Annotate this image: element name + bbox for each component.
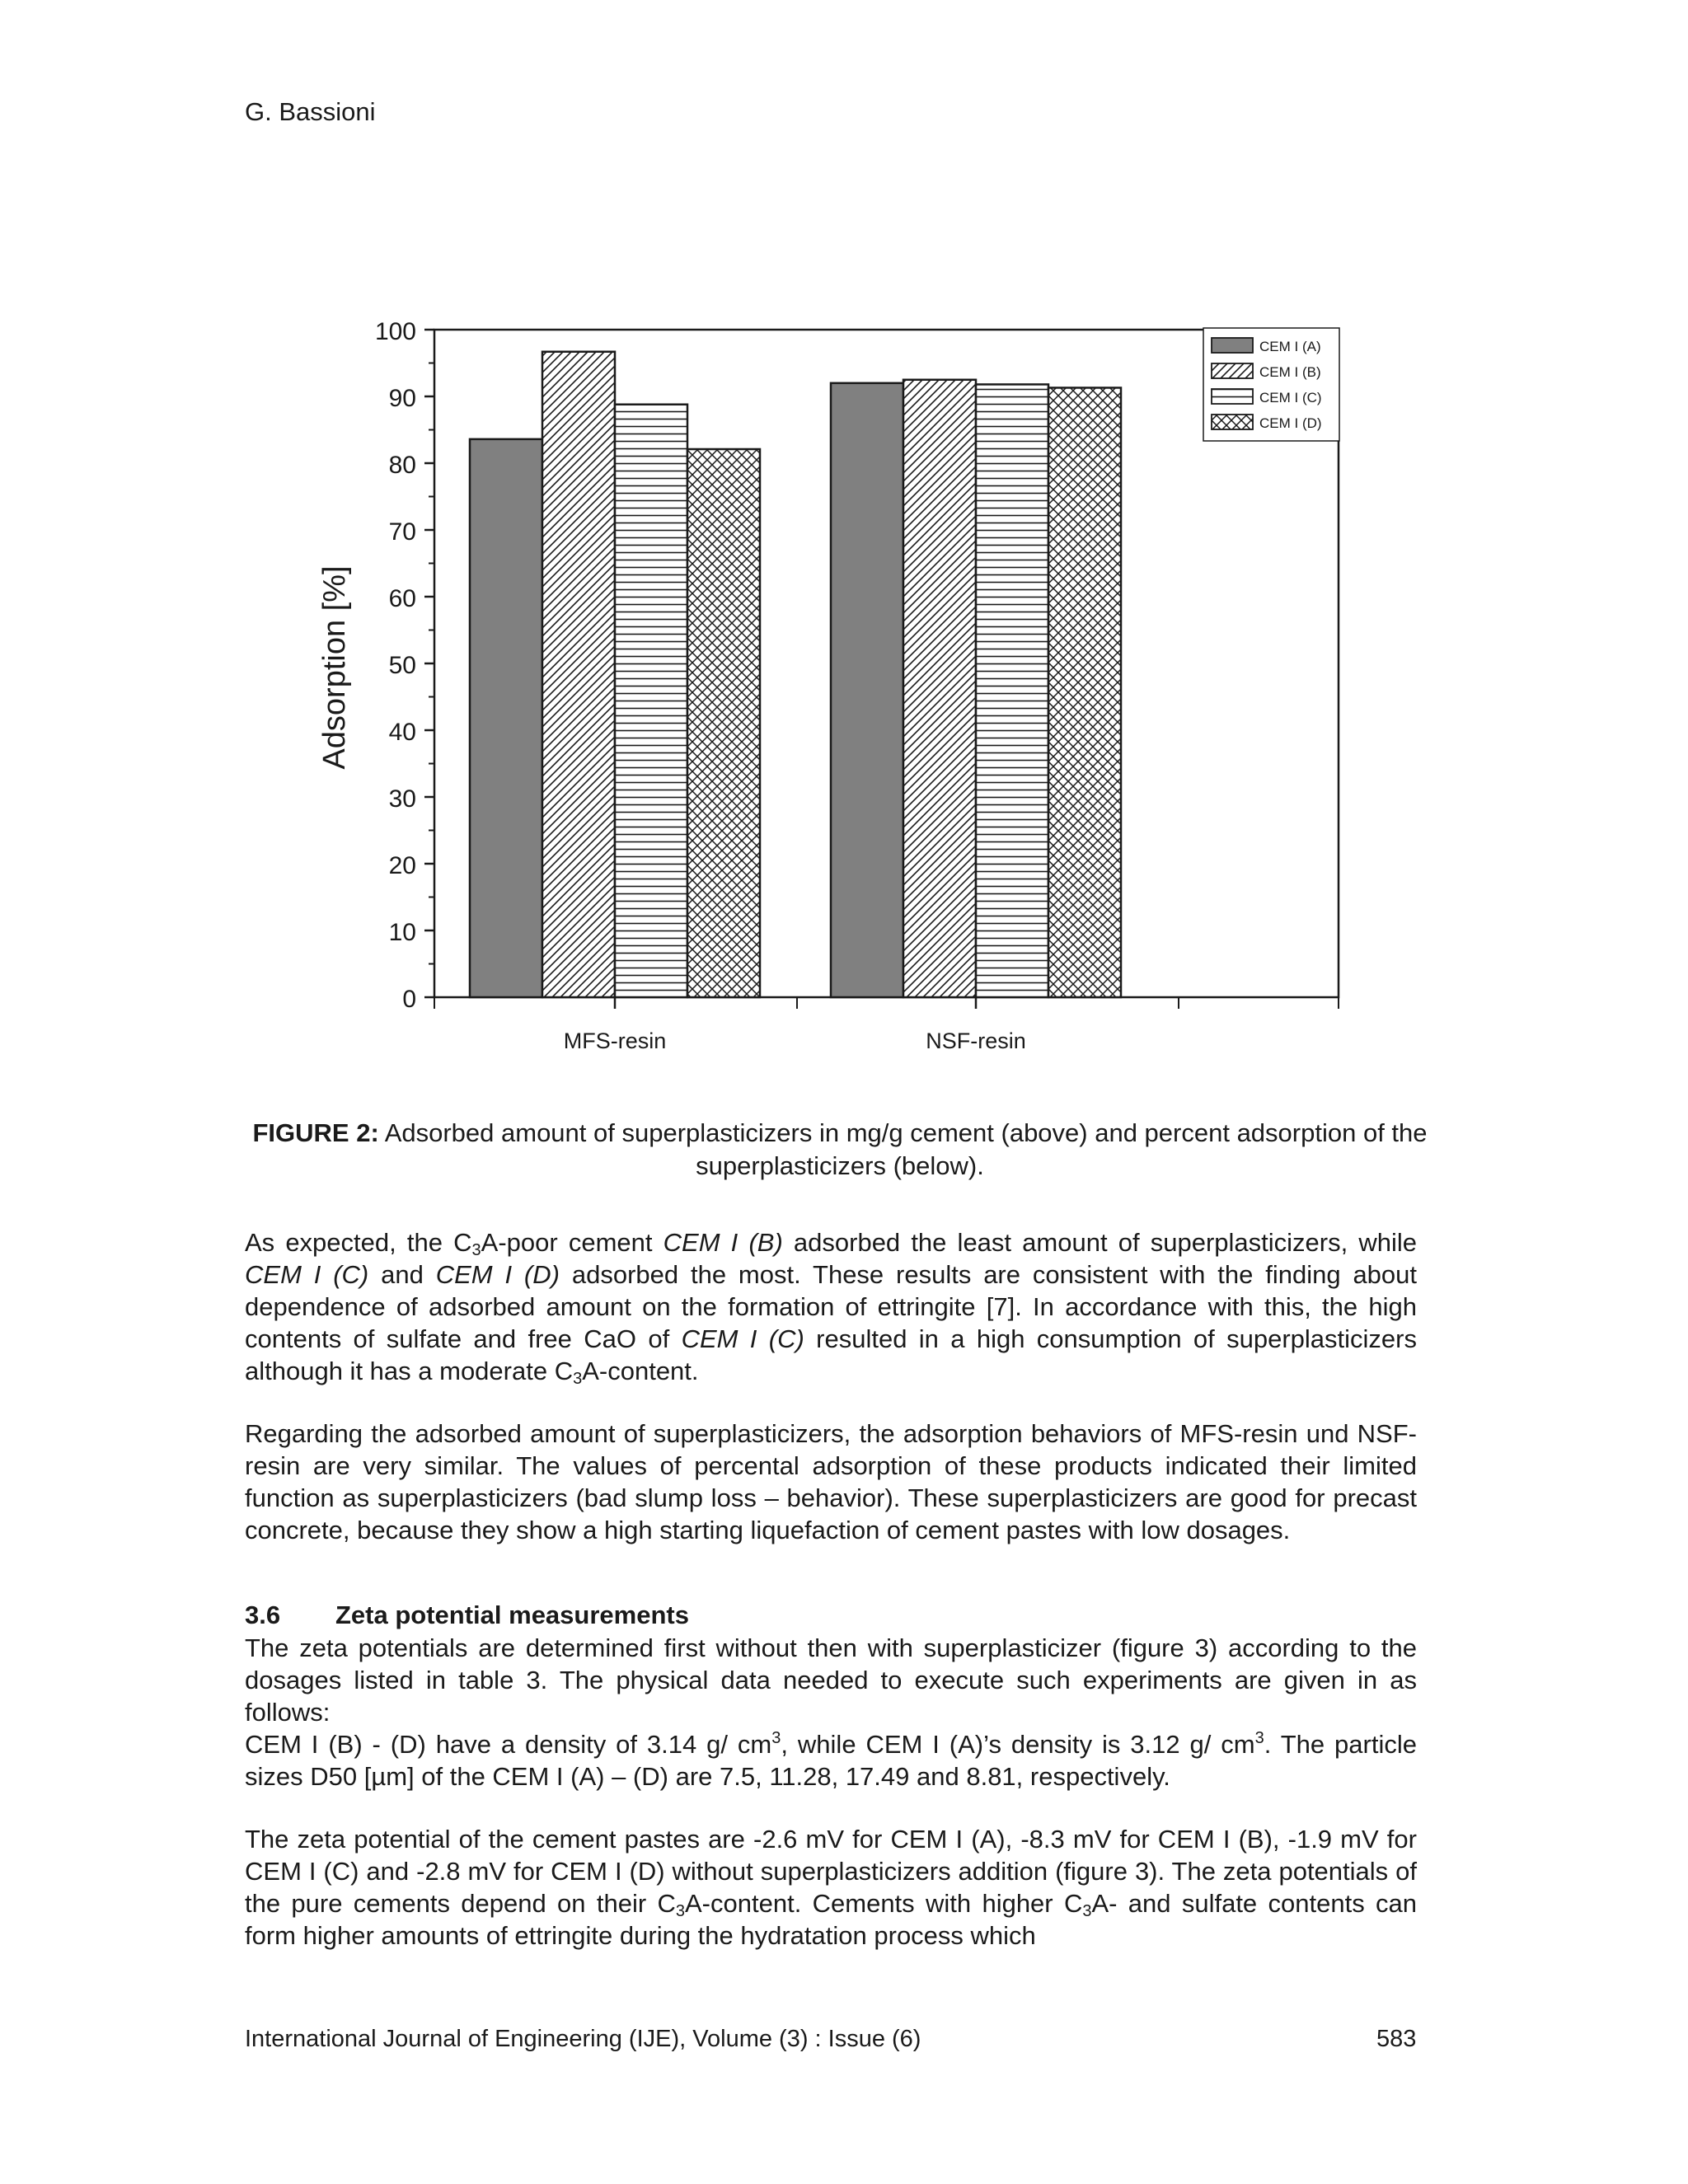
y-tick-label: 20 bbox=[388, 852, 416, 879]
bar-mfs-resin-cem-i-a bbox=[470, 439, 542, 997]
figure-caption-text: Adsorbed amount of superplasticizers in mg/g cement (above) and percent adsorption of the superplasticizers (below). bbox=[384, 1118, 1428, 1180]
legend-swatch bbox=[1212, 389, 1253, 404]
y-tick-label: 60 bbox=[388, 585, 416, 612]
paragraph-2: Regarding the adsorbed amount of superplasticizers, the adsorption behaviors of MFS-resin und NSF-resin are very similar. The values of percental adsorption of these products indicated their limited function as superplasticizers (bad slump loss – behavior). These superplasticizers are good for precast concrete, because they show a high starting liquefaction of cement pastes with low dosages. bbox=[245, 1419, 1417, 1544]
y-tick-label: 80 bbox=[388, 452, 416, 479]
legend-label: CEM I (C) bbox=[1259, 390, 1322, 405]
y-tick-label: 100 bbox=[374, 318, 416, 345]
legend-label: CEM I (B) bbox=[1259, 364, 1321, 380]
bar-mfs-resin-cem-i-d bbox=[687, 449, 760, 997]
legend-swatch bbox=[1212, 363, 1253, 378]
footer-page-number: 583 bbox=[1376, 2026, 1417, 2052]
bar-mfs-resin-cem-i-c bbox=[615, 405, 687, 997]
footer-journal: International Journal of Engineering (IJE), Volume (3) : Issue (6) bbox=[245, 2026, 921, 2052]
paragraph-3: The zeta potentials are determined first without then with superplasticizer (figure 3) according to the dosages listed in table 3. The physical data needed to execute such experiments are given in as follows: CEM I (B) - (D) have a density of 3.14 g/ $cm^3$, while CEM I (A)’s density is 3.12 g/ $cm^3$. The particle sizes D50 [µm] of the CEM I (A) – (D) are 7.5, 11.28, 17.49 and 8.81, respectively. bbox=[245, 1633, 1417, 1791]
y-tick-label: 10 bbox=[388, 919, 416, 946]
legend-swatch bbox=[1212, 415, 1253, 429]
bar-nsf-resin-cem-i-a bbox=[831, 383, 903, 997]
legend-label: CEM I (D) bbox=[1259, 415, 1322, 431]
bar-nsf-resin-cem-i-d bbox=[1048, 387, 1121, 997]
paragraph-1: As expected, the $C_3A$-poor cement CEM I (B) adsorbed the least amount of superplasticizers, while CEM I (C) and CEM I (D) adsorbed the most. These results are consistent with the finding about dependence of adsorbed amount on the formation of ettringite [7]. In accordance with this, the high contents of sulfate and free CaO of CEM I (C) resulted in a high consumption of superplasticizers although it has a moderate $C_3A$-content. bbox=[245, 1228, 1418, 1388]
y-tick-label: 50 bbox=[388, 652, 416, 679]
running-header-author: G. Bassioni bbox=[245, 97, 376, 126]
y-tick-label: 70 bbox=[388, 518, 416, 546]
adsorption-bar-chart bbox=[0, 0, 1688, 1071]
legend-label: CEM I (A) bbox=[1259, 339, 1321, 354]
y-axis-label: Adsorption [%] bbox=[317, 565, 352, 770]
bar-mfs-resin-cem-i-b bbox=[542, 352, 615, 997]
y-tick-label: 30 bbox=[388, 785, 416, 813]
y-tick-label: 40 bbox=[388, 719, 416, 746]
figure-caption bbox=[245, 1117, 1435, 1183]
x-tick-label: MFS-resin bbox=[563, 1029, 667, 1053]
bar-nsf-resin-cem-i-b bbox=[903, 380, 976, 997]
legend-swatch bbox=[1212, 338, 1253, 353]
y-tick-label: 90 bbox=[388, 385, 416, 412]
y-tick-label: 0 bbox=[402, 986, 416, 1013]
figure-label: FIGURE 2: bbox=[252, 1118, 379, 1147]
bar-nsf-resin-cem-i-c bbox=[976, 384, 1048, 997]
paragraph-4: The zeta potential of the cement pastes are -2.6 mV for CEM I (A), -8.3 mV for CEM I (B), -1.9 mV for CEM I (C) and -2.8 mV for CEM I (D) without superplasticizers addition (figure 3). The zeta potentials of the pure cements depend on their $C_3A$-content. Cements with higher $C_3A-$ and sulfate contents can form higher amounts of ettringite during the hydratation process which bbox=[245, 1825, 1417, 1950]
section-heading: 3.6 Zeta potential measurements bbox=[245, 1601, 689, 1629]
x-tick-label: NSF-resin bbox=[926, 1029, 1026, 1053]
